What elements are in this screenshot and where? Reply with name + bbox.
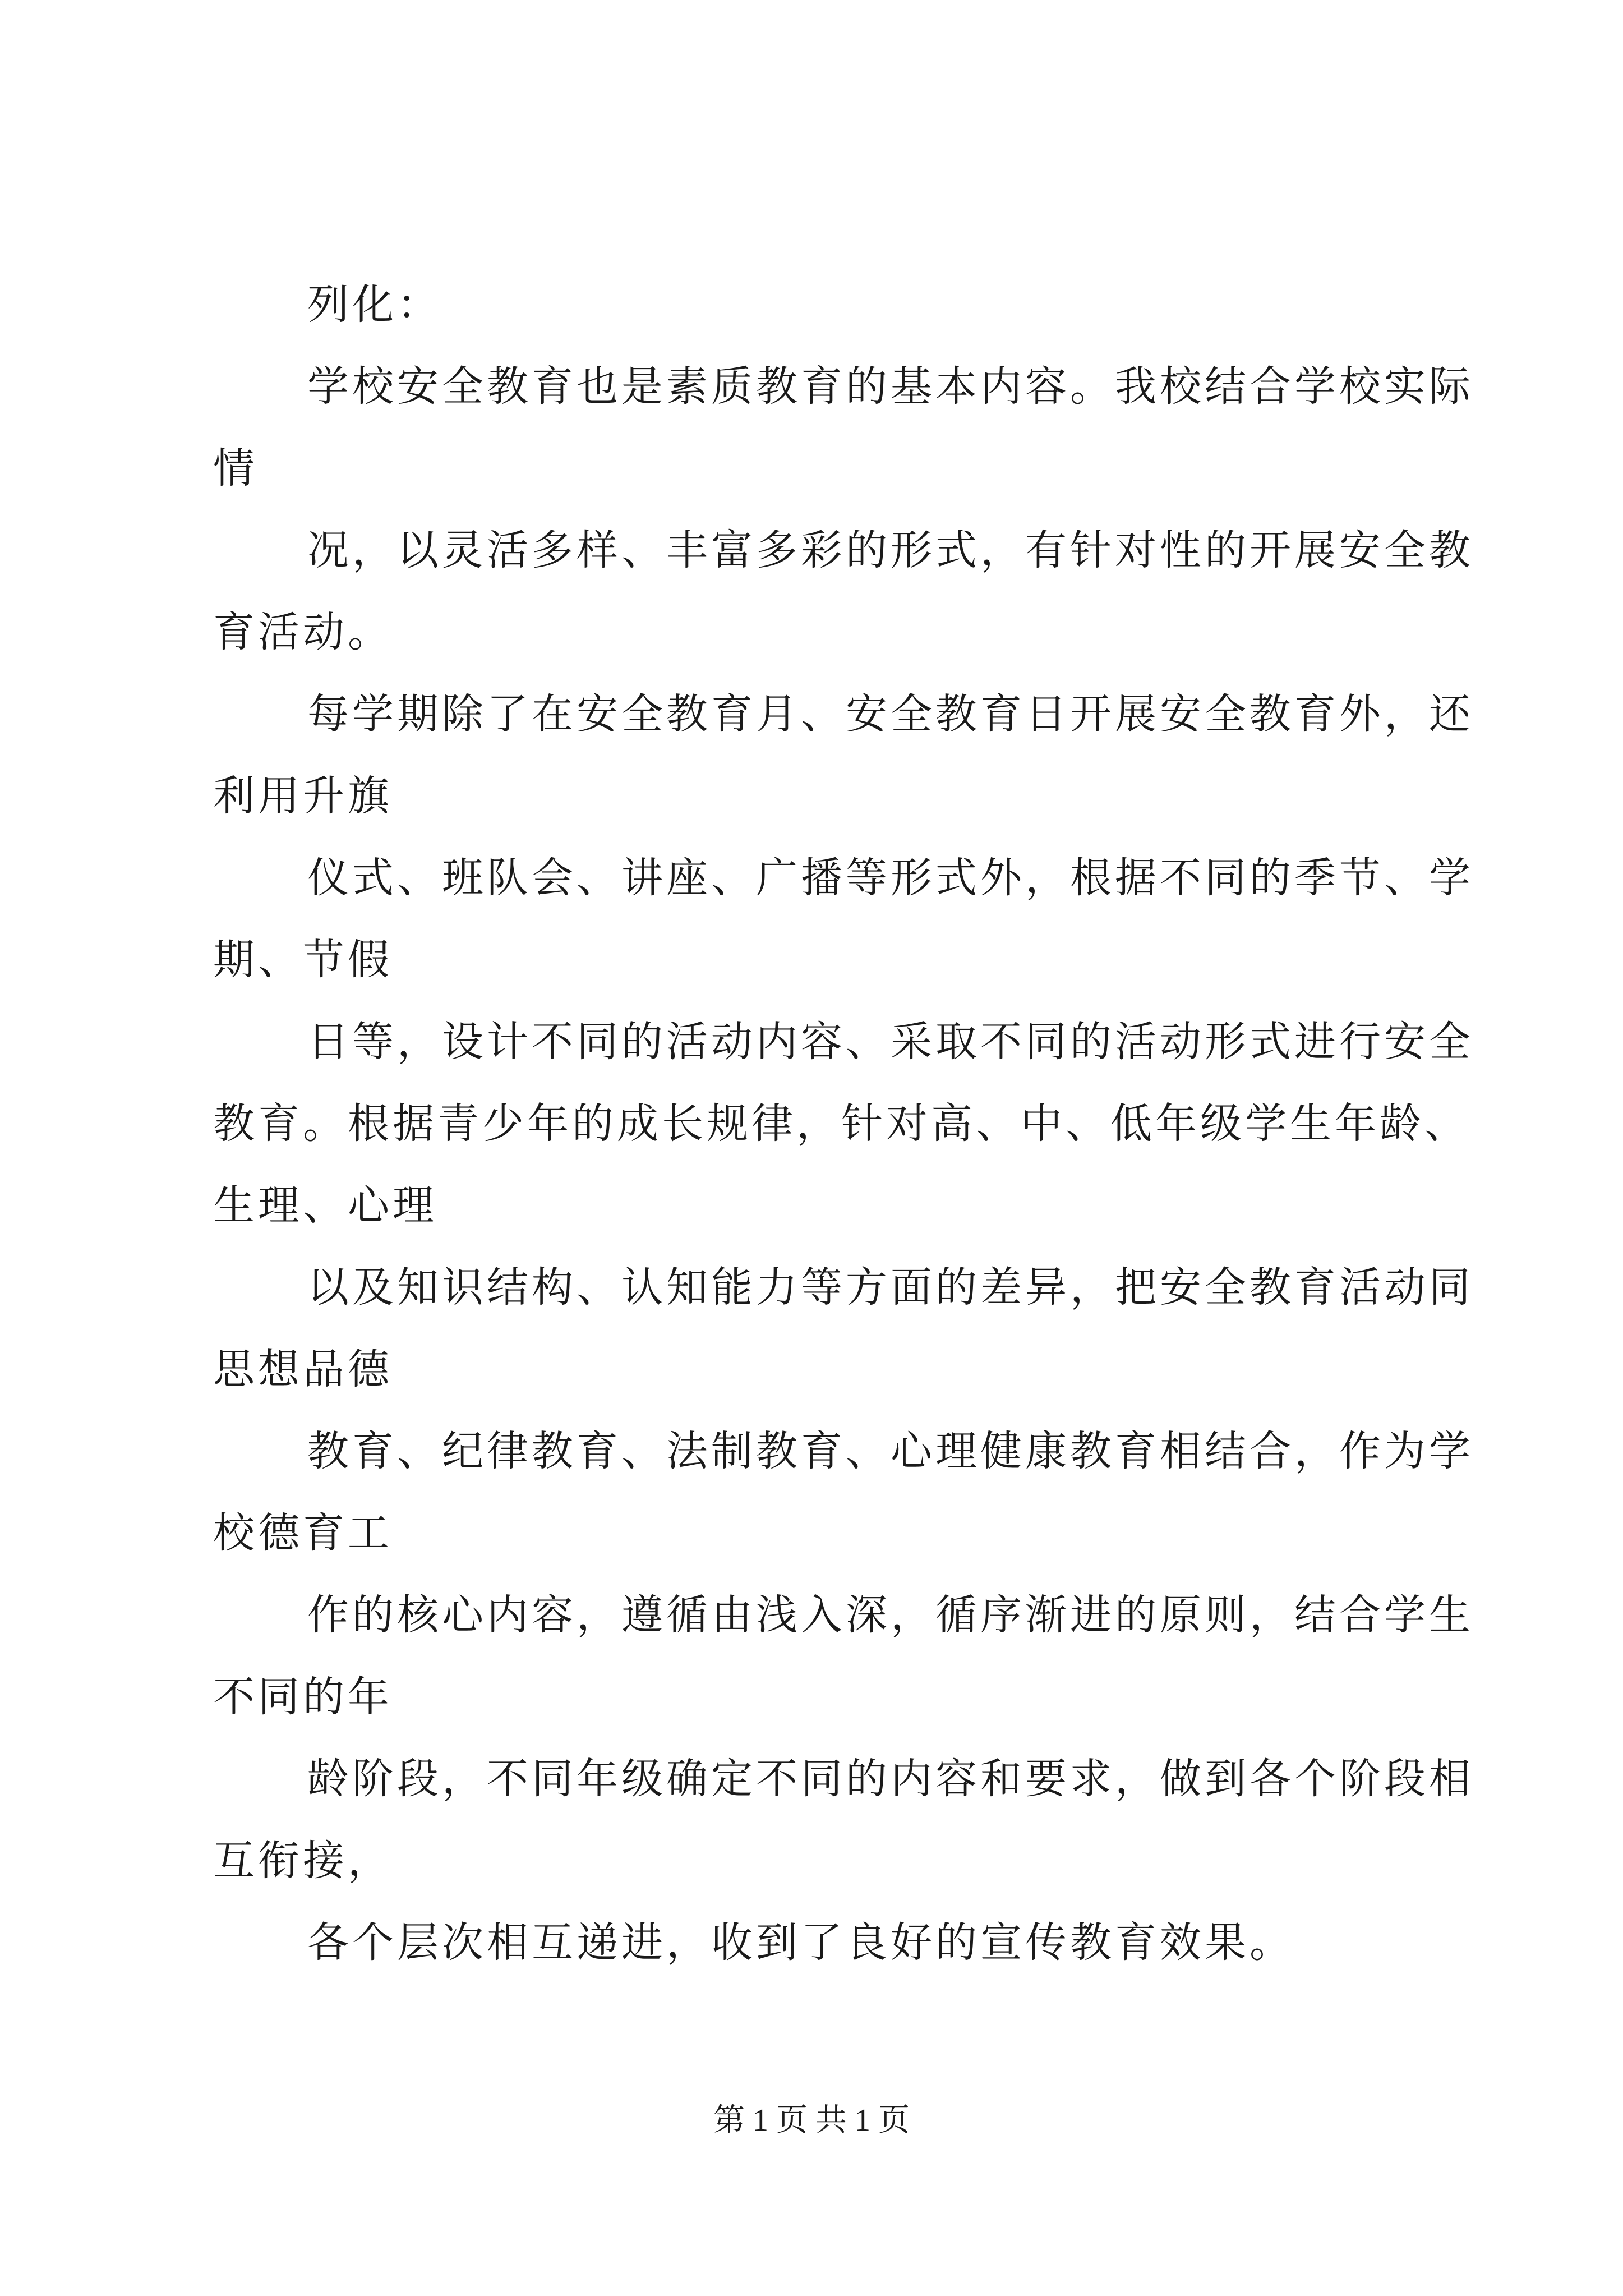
text-line: 作的核心内容，遵循由浅入深，循序渐进的原则，结合学生 (307, 1591, 1474, 1639)
text-line: 列化： (307, 280, 442, 329)
text-line: 不同的年 (213, 1673, 393, 1721)
text-line: 仪式、班队会、讲座、广播等形式外，根据不同的季节、学 (307, 854, 1474, 902)
text-line: 日等，设计不同的活动内容、采取不同的活动形式进行安全 (307, 1018, 1474, 1066)
text-line: 期、节假 (213, 936, 393, 984)
page-number-label: 第 1 页 共 1 页 (713, 2103, 910, 2138)
text-line: 利用升旗 (213, 772, 393, 820)
text-line: 互衔接， (213, 1837, 393, 1885)
text-line: 教育。根据青少年的成长规律，针对高、中、低年级学生年龄、 (213, 1099, 1469, 1148)
text-line: 生理、心理 (213, 1181, 437, 1230)
text-line: 学校安全教育也是素质教育的基本内容。我校结合学校实际 (307, 362, 1474, 411)
text-line: 各个层次相互递进，收到了良好的宣传教育效果。 (307, 1918, 1294, 1967)
text-line: 况，以灵活多样、丰富多彩的形式，有针对性的开展安全教 (307, 526, 1474, 574)
page-footer (0, 2098, 1623, 2143)
text-line: 每学期除了在安全教育月、安全教育日开展安全教育外，还 (307, 690, 1474, 738)
text-line: 育活动。 (213, 608, 393, 656)
text-line: 情 (213, 444, 258, 493)
text-line: 思想品德 (213, 1345, 393, 1393)
text-line: 校德育工 (213, 1509, 393, 1557)
document-body (213, 264, 1474, 1984)
text-line: 龄阶段，不同年级确定不同的内容和要求，做到各个阶段相 (307, 1755, 1474, 1803)
text-line: 以及知识结构、认知能力等方面的差异，把安全教育活动同 (307, 1263, 1474, 1312)
text-line: 教育、纪律教育、法制教育、心理健康教育相结合，作为学 (307, 1427, 1474, 1475)
